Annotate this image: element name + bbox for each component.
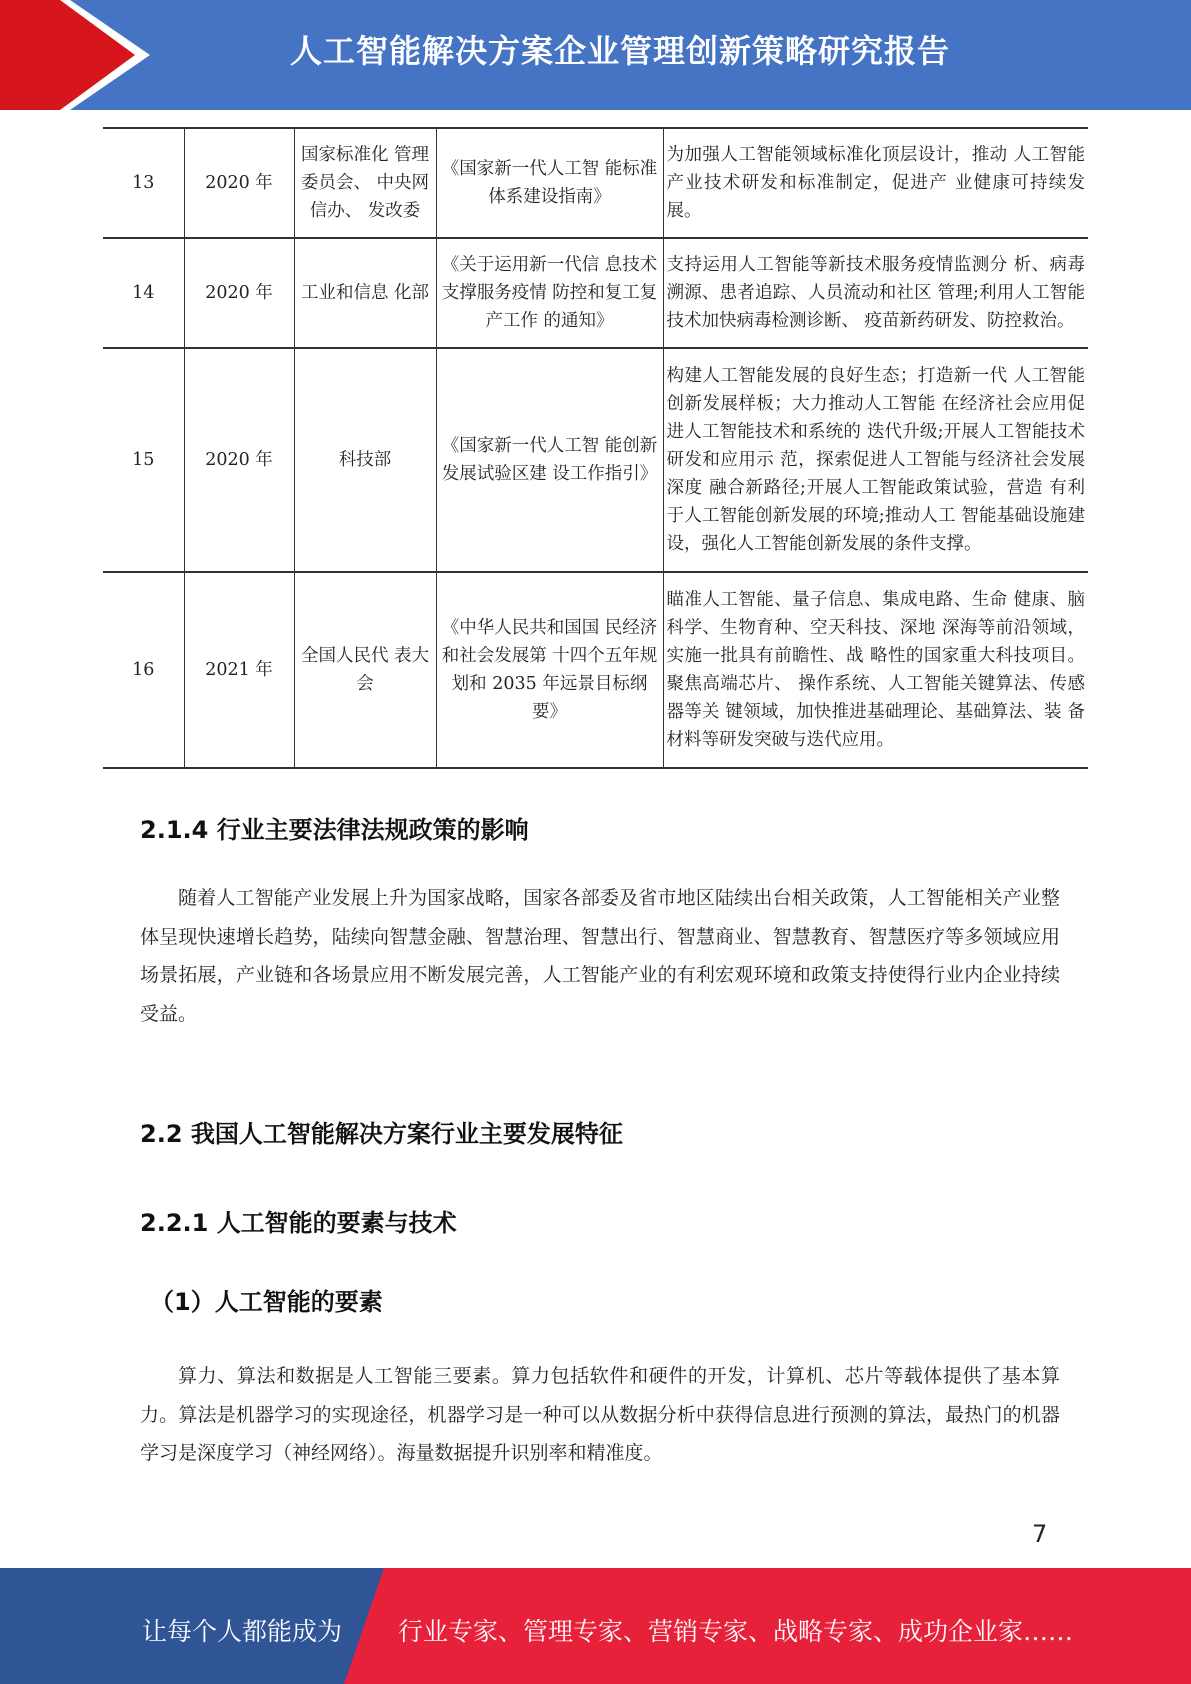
header-arrow-decoration (0, 0, 150, 110)
row-number: 13 (103, 128, 184, 238)
row-year: 2020 年 (184, 128, 294, 238)
policy-table (103, 127, 1088, 769)
row-department: 科技部 (294, 348, 436, 572)
row-number: 16 (103, 572, 184, 768)
table-row (103, 572, 1088, 768)
section-heading-2-2-1: 2.2.1 人工智能的要素与技术 (140, 1209, 457, 1237)
row-document: 《国家新一代人工智 能创新发展试验区建 设工作指引》 (436, 348, 663, 572)
row-document: 《国家新一代人工智 能标准体系建设指南》 (436, 128, 663, 238)
row-document: 《关于运用新一代信 息技术支撑服务疫情 防控和复工复产工作 的通知》 (436, 238, 663, 348)
page-number: 7 (1032, 1520, 1048, 1548)
subsection-heading-1: （1）人工智能的要素 (150, 1288, 383, 1316)
page-header (0, 0, 1191, 110)
table-row (103, 128, 1088, 238)
row-department: 国家标准化 管理委员会、 中央网信办、 发改委 (294, 128, 436, 238)
row-department: 全国人民代 表大会 (294, 572, 436, 768)
row-description: 支持运用人工智能等新技术服务疫情监测分 析、病毒溯源、患者追踪、人员流动和社区 管理;利用人工智能技术加快病毒检测诊断、 疫苗新药研发、防控救治。 (663, 238, 1088, 348)
row-year: 2020 年 (184, 348, 294, 572)
row-document: 《中华人民共和国国 民经济和社会发展第 十四个五年规划和 2035 年远景目标纲要》 (436, 572, 663, 768)
subsection-1-paragraph: 算力、算法和数据是人工智能三要素。算力包括软件和硬件的开发，计算机、芯片等载体提供了基本算力。算法是机器学习的实现途径，机器学习是一种可以从数据分析中获得信息进行预测的算法，最热门的机器学习是深度学习（神经网络）。海量数据提升识别率和精准度。 (140, 1365, 1060, 1464)
footer-slogan-left: 让每个人都能成为 (142, 1617, 343, 1646)
row-description: 构建人工智能发展的良好生态；打造新一代 人工智能创新发展样板；大力推动人工智能 在经济社会应用促进人工智能技术和系统的 迭代升级;开展人工智能技术研发和应用示 范，探索促进人工智能与经济社会发展深度 融合新路径;开展人工智能政策试验，营造 有利于人工智能创新发展的环境;推动人工 智能基础设施建设，强化人工智能创新发展的条件支撑。 (663, 348, 1088, 572)
report-title: 人工智能解决方案企业管理创新策略研究报告 (290, 32, 951, 70)
row-description: 瞄准人工智能、量子信息、集成电路、生命 健康、脑科学、生物育种、空天科技、深地 深海等前沿领域，实施一批具有前瞻性、战 略性的国家重大科技项目。聚焦高端芯片、 操作系统、人工智能关键算法、传感器等关 键领域，加快推进基础理论、基础算法、装 备材料等研发突破与迭代应用。 (663, 572, 1088, 768)
row-number: 14 (103, 238, 184, 348)
row-number: 15 (103, 348, 184, 572)
section-heading-2-2: 2.2 我国人工智能解决方案行业主要发展特征 (140, 1120, 623, 1148)
row-year: 2021 年 (184, 572, 294, 768)
footer-slogan-right: 行业专家、管理专家、营销专家、战略专家、成功企业家…… (398, 1617, 1074, 1646)
table-row (103, 348, 1088, 572)
table-row (103, 238, 1088, 348)
row-department: 工业和信息 化部 (294, 238, 436, 348)
section-2-1-4-paragraph: 随着人工智能产业发展上升为国家战略，国家各部委及省市地区陆续出台相关政策，人工智能相关产业整体呈现快速增长趋势，陆续向智慧金融、智慧治理、智慧出行、智慧商业、智慧教育、智慧医疗等多领域应用场景拓展，产业链和各场景应用不断发展完善，人工智能产业的有利宏观环境和政策支持使得行业内企业持续受益。 (140, 887, 1060, 1025)
row-description: 为加强人工智能领域标准化顶层设计，推动 人工智能产业技术研发和标准制定，促进产 业健康可持续发展。 (663, 128, 1088, 238)
section-heading-2-1-4: 2.1.4 行业主要法律法规政策的影响 (140, 816, 529, 844)
row-year: 2020 年 (184, 238, 294, 348)
